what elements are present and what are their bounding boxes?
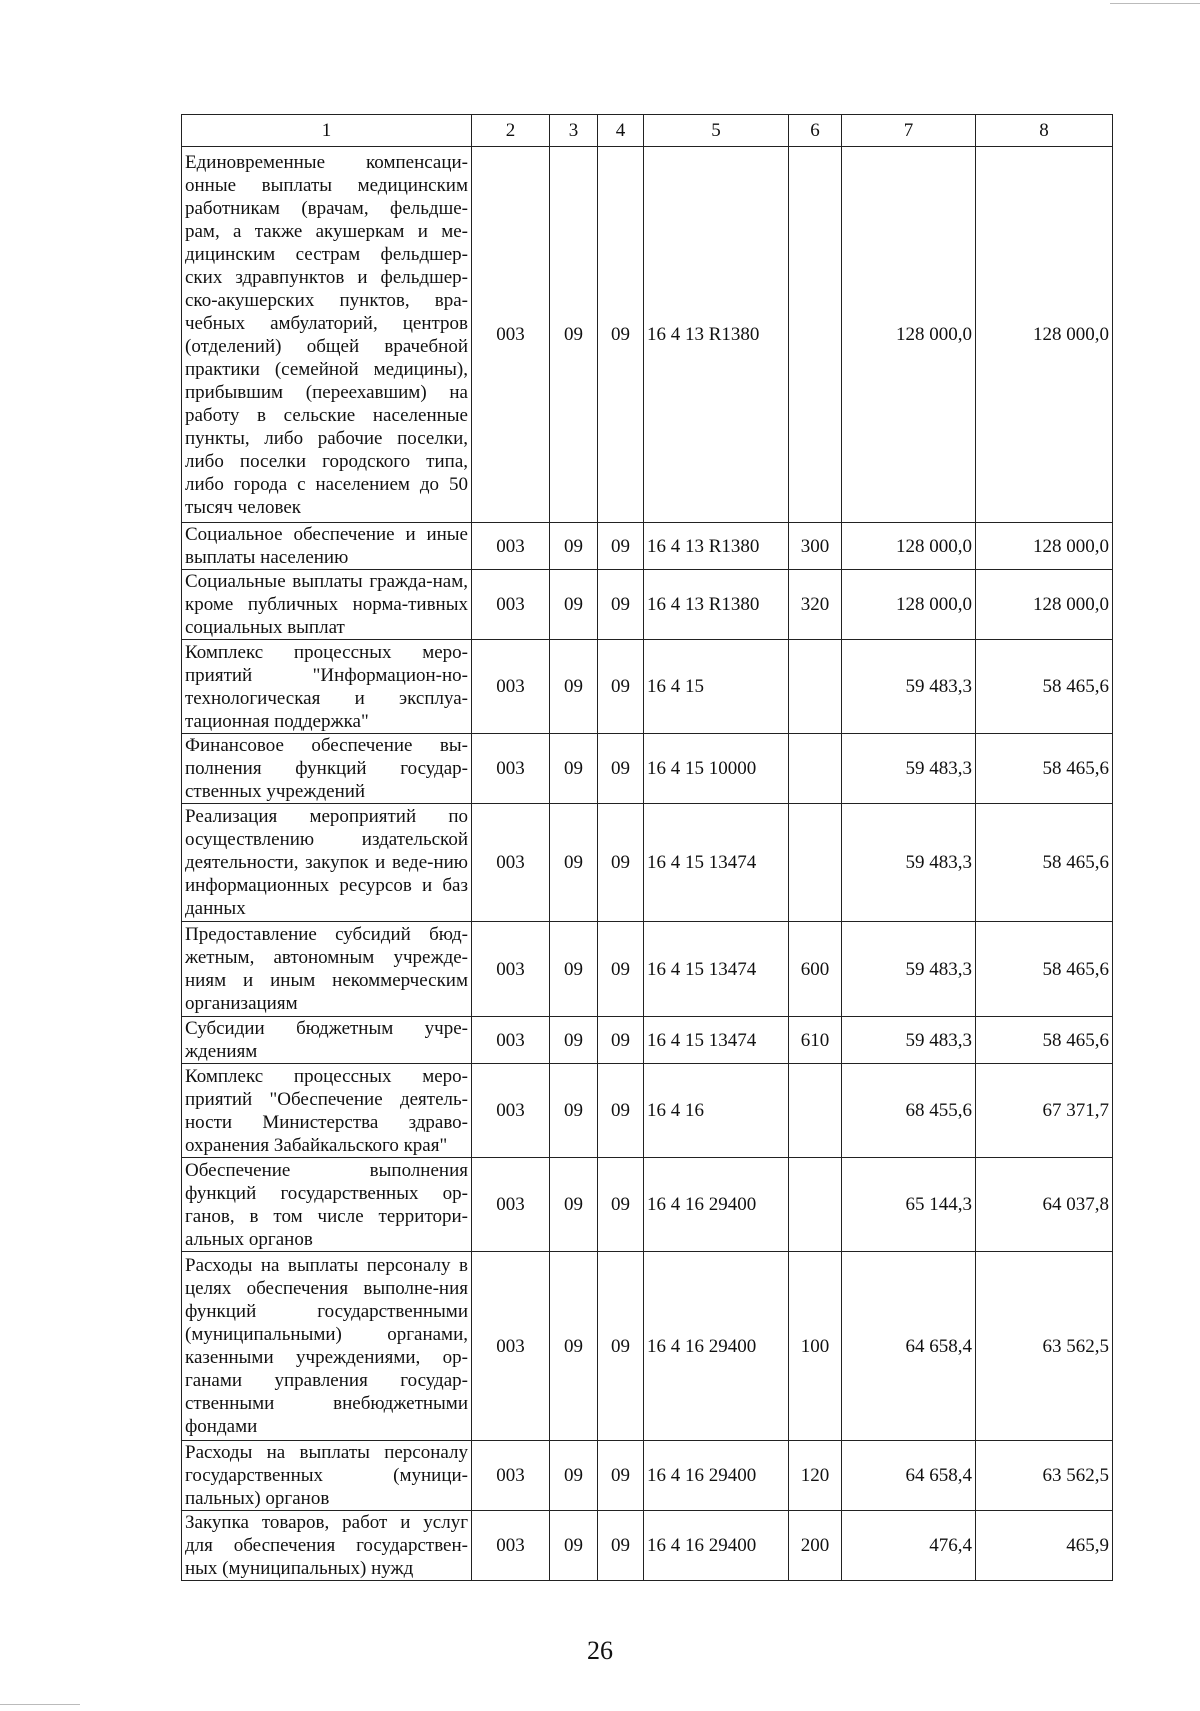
subsection-code: 09 [598, 922, 644, 1017]
amount-col7: 59 483,3 [842, 1017, 976, 1064]
amount-col8: 128 000,0 [976, 523, 1113, 570]
target-article-code: 16 4 15 13474 [644, 804, 789, 922]
subsection-code: 09 [598, 1511, 644, 1581]
subsection-code: 09 [598, 734, 644, 804]
amount-col8: 63 562,5 [976, 1441, 1113, 1511]
table-row [182, 640, 1113, 734]
column-header: 8 [976, 115, 1113, 147]
expense-name: Единовременные компенсаци-онные выплаты медицинским работникам (врачам, фельдше-рам, а также акушеркам и ме-дицинским сестрам фельдшер-ских здравпунктов и фельдшер-ско-акушерских пунктов, вра-чебных амбулаторий, центров (отделений) общей врачебной практики (семейной медицины), прибывшим (переехавшим) на работу в сельские населенные пункты, либо рабочие поселки, либо поселки городского типа, либо города с населением до 50 тысяч человек [182, 147, 472, 523]
target-article-code: 16 4 16 29400 [644, 1441, 789, 1511]
page-number: 26 [587, 1636, 613, 1665]
section-code: 09 [550, 1064, 598, 1158]
table-row [182, 922, 1113, 1017]
ministry-code: 003 [472, 1441, 550, 1511]
amount-col8: 58 465,6 [976, 922, 1113, 1017]
amount-col7: 59 483,3 [842, 804, 976, 922]
subsection-code: 09 [598, 1158, 644, 1252]
section-code: 09 [550, 1511, 598, 1581]
amount-col7: 68 455,6 [842, 1064, 976, 1158]
expense-type-code: 200 [789, 1511, 842, 1581]
expense-type-code: 320 [789, 570, 842, 640]
subsection-code: 09 [598, 147, 644, 523]
expense-name: Обеспечение выполнения функций государственных ор-ганов, в том числе территори-альных органов [182, 1158, 472, 1252]
expense-type-code: 600 [789, 922, 842, 1017]
column-header: 3 [550, 115, 598, 147]
subsection-code: 09 [598, 804, 644, 922]
amount-col7: 59 483,3 [842, 640, 976, 734]
section-code: 09 [550, 1441, 598, 1511]
section-code: 09 [550, 1017, 598, 1064]
section-code: 09 [550, 570, 598, 640]
ministry-code: 003 [472, 804, 550, 922]
target-article-code: 16 4 13 R1380 [644, 147, 789, 523]
section-code: 09 [550, 734, 598, 804]
section-code: 09 [550, 1252, 598, 1441]
target-article-code: 16 4 16 29400 [644, 1252, 789, 1441]
target-article-code: 16 4 13 R1380 [644, 523, 789, 570]
expense-name: Социальные выплаты гражда-нам, кроме публичных норма-тивных социальных выплат [182, 570, 472, 640]
amount-col7: 128 000,0 [842, 523, 976, 570]
ministry-code: 003 [472, 734, 550, 804]
expense-type-code: 300 [789, 523, 842, 570]
amount-col7: 128 000,0 [842, 570, 976, 640]
amount-col8: 67 371,7 [976, 1064, 1113, 1158]
amount-col8: 64 037,8 [976, 1158, 1113, 1252]
ministry-code: 003 [472, 1158, 550, 1252]
amount-col7: 64 658,4 [842, 1441, 976, 1511]
amount-col8: 58 465,6 [976, 640, 1113, 734]
expense-name: Закупка товаров, работ и услуг для обеспечения государствен-ных (муниципальных) нужд [182, 1511, 472, 1581]
amount-col7: 59 483,3 [842, 734, 976, 804]
expense-type-code: 120 [789, 1441, 842, 1511]
ministry-code: 003 [472, 1252, 550, 1441]
table-row [182, 1511, 1113, 1581]
ministry-code: 003 [472, 1017, 550, 1064]
target-article-code: 16 4 15 [644, 640, 789, 734]
amount-col7: 476,4 [842, 1511, 976, 1581]
amount-col7: 64 658,4 [842, 1252, 976, 1441]
amount-col8: 58 465,6 [976, 804, 1113, 922]
expense-name: Комплекс процессных меро-приятий "Обеспечение деятель-ности Министерства здраво-охранения Забайкальского края" [182, 1064, 472, 1158]
table-row [182, 1017, 1113, 1064]
expense-name: Финансовое обеспечение вы-полнения функций государ-ственных учреждений [182, 734, 472, 804]
amount-col8: 128 000,0 [976, 147, 1113, 523]
target-article-code: 16 4 16 29400 [644, 1158, 789, 1252]
expense-name: Предоставление субсидий бюд-жетным, автономным учрежде-ниям и иным некоммерческим организациям [182, 922, 472, 1017]
ministry-code: 003 [472, 570, 550, 640]
table-header-row [182, 115, 1113, 147]
budget-table [181, 114, 1113, 1581]
ministry-code: 003 [472, 922, 550, 1017]
amount-col7: 128 000,0 [842, 147, 976, 523]
ministry-code: 003 [472, 147, 550, 523]
table-row [182, 734, 1113, 804]
column-header: 4 [598, 115, 644, 147]
expense-type-code [789, 640, 842, 734]
ministry-code: 003 [472, 1064, 550, 1158]
expense-name: Субсидии бюджетным учре-ждениям [182, 1017, 472, 1064]
table-row [182, 523, 1113, 570]
column-header: 5 [644, 115, 789, 147]
subsection-code: 09 [598, 640, 644, 734]
expense-name: Расходы на выплаты персоналу государственных (муници-пальных) органов [182, 1441, 472, 1511]
expense-name: Комплекс процессных меро-приятий "Информацион-но-технологическая и эксплуа-тационная поддержка" [182, 640, 472, 734]
amount-col8: 128 000,0 [976, 570, 1113, 640]
table-row [182, 570, 1113, 640]
section-code: 09 [550, 147, 598, 523]
table-row [182, 1252, 1113, 1441]
expense-name: Социальное обеспечение и иные выплаты населению [182, 523, 472, 570]
table-row [182, 1441, 1113, 1511]
subsection-code: 09 [598, 1064, 644, 1158]
subsection-code: 09 [598, 1441, 644, 1511]
section-code: 09 [550, 804, 598, 922]
target-article-code: 16 4 15 13474 [644, 1017, 789, 1064]
expense-type-code: 610 [789, 1017, 842, 1064]
column-header: 6 [789, 115, 842, 147]
expense-type-code: 100 [789, 1252, 842, 1441]
table-row [182, 1158, 1113, 1252]
column-header: 7 [842, 115, 976, 147]
amount-col8: 58 465,6 [976, 1017, 1113, 1064]
expense-type-code [789, 147, 842, 523]
table-row [182, 804, 1113, 922]
target-article-code: 16 4 15 10000 [644, 734, 789, 804]
table-row [182, 147, 1113, 523]
expense-name: Реализация мероприятий по осуществлению издательской деятельности, закупок и веде-нию информационных ресурсов и баз данных [182, 804, 472, 922]
expense-type-code [789, 734, 842, 804]
amount-col8: 63 562,5 [976, 1252, 1113, 1441]
target-article-code: 16 4 13 R1380 [644, 570, 789, 640]
subsection-code: 09 [598, 523, 644, 570]
section-code: 09 [550, 1158, 598, 1252]
scan-edge-line [1110, 3, 1200, 4]
expense-name: Расходы на выплаты персоналу в целях обеспечения выполне-ния функций государственными (муниципальными) органами, казенными учреждениями, ор-ганами управления государ-ственными внебюджетными фондами [182, 1252, 472, 1441]
target-article-code: 16 4 16 29400 [644, 1511, 789, 1581]
scan-edge-line [0, 1704, 80, 1705]
ministry-code: 003 [472, 523, 550, 570]
expense-type-code [789, 1064, 842, 1158]
subsection-code: 09 [598, 1252, 644, 1441]
section-code: 09 [550, 922, 598, 1017]
expense-type-code [789, 804, 842, 922]
column-header: 1 [182, 115, 472, 147]
section-code: 09 [550, 523, 598, 570]
target-article-code: 16 4 16 [644, 1064, 789, 1158]
amount-col8: 465,9 [976, 1511, 1113, 1581]
ministry-code: 003 [472, 1511, 550, 1581]
subsection-code: 09 [598, 1017, 644, 1064]
section-code: 09 [550, 640, 598, 734]
table-row [182, 1064, 1113, 1158]
expense-type-code [789, 1158, 842, 1252]
amount-col8: 58 465,6 [976, 734, 1113, 804]
column-header: 2 [472, 115, 550, 147]
subsection-code: 09 [598, 570, 644, 640]
amount-col7: 65 144,3 [842, 1158, 976, 1252]
target-article-code: 16 4 15 13474 [644, 922, 789, 1017]
ministry-code: 003 [472, 640, 550, 734]
amount-col7: 59 483,3 [842, 922, 976, 1017]
